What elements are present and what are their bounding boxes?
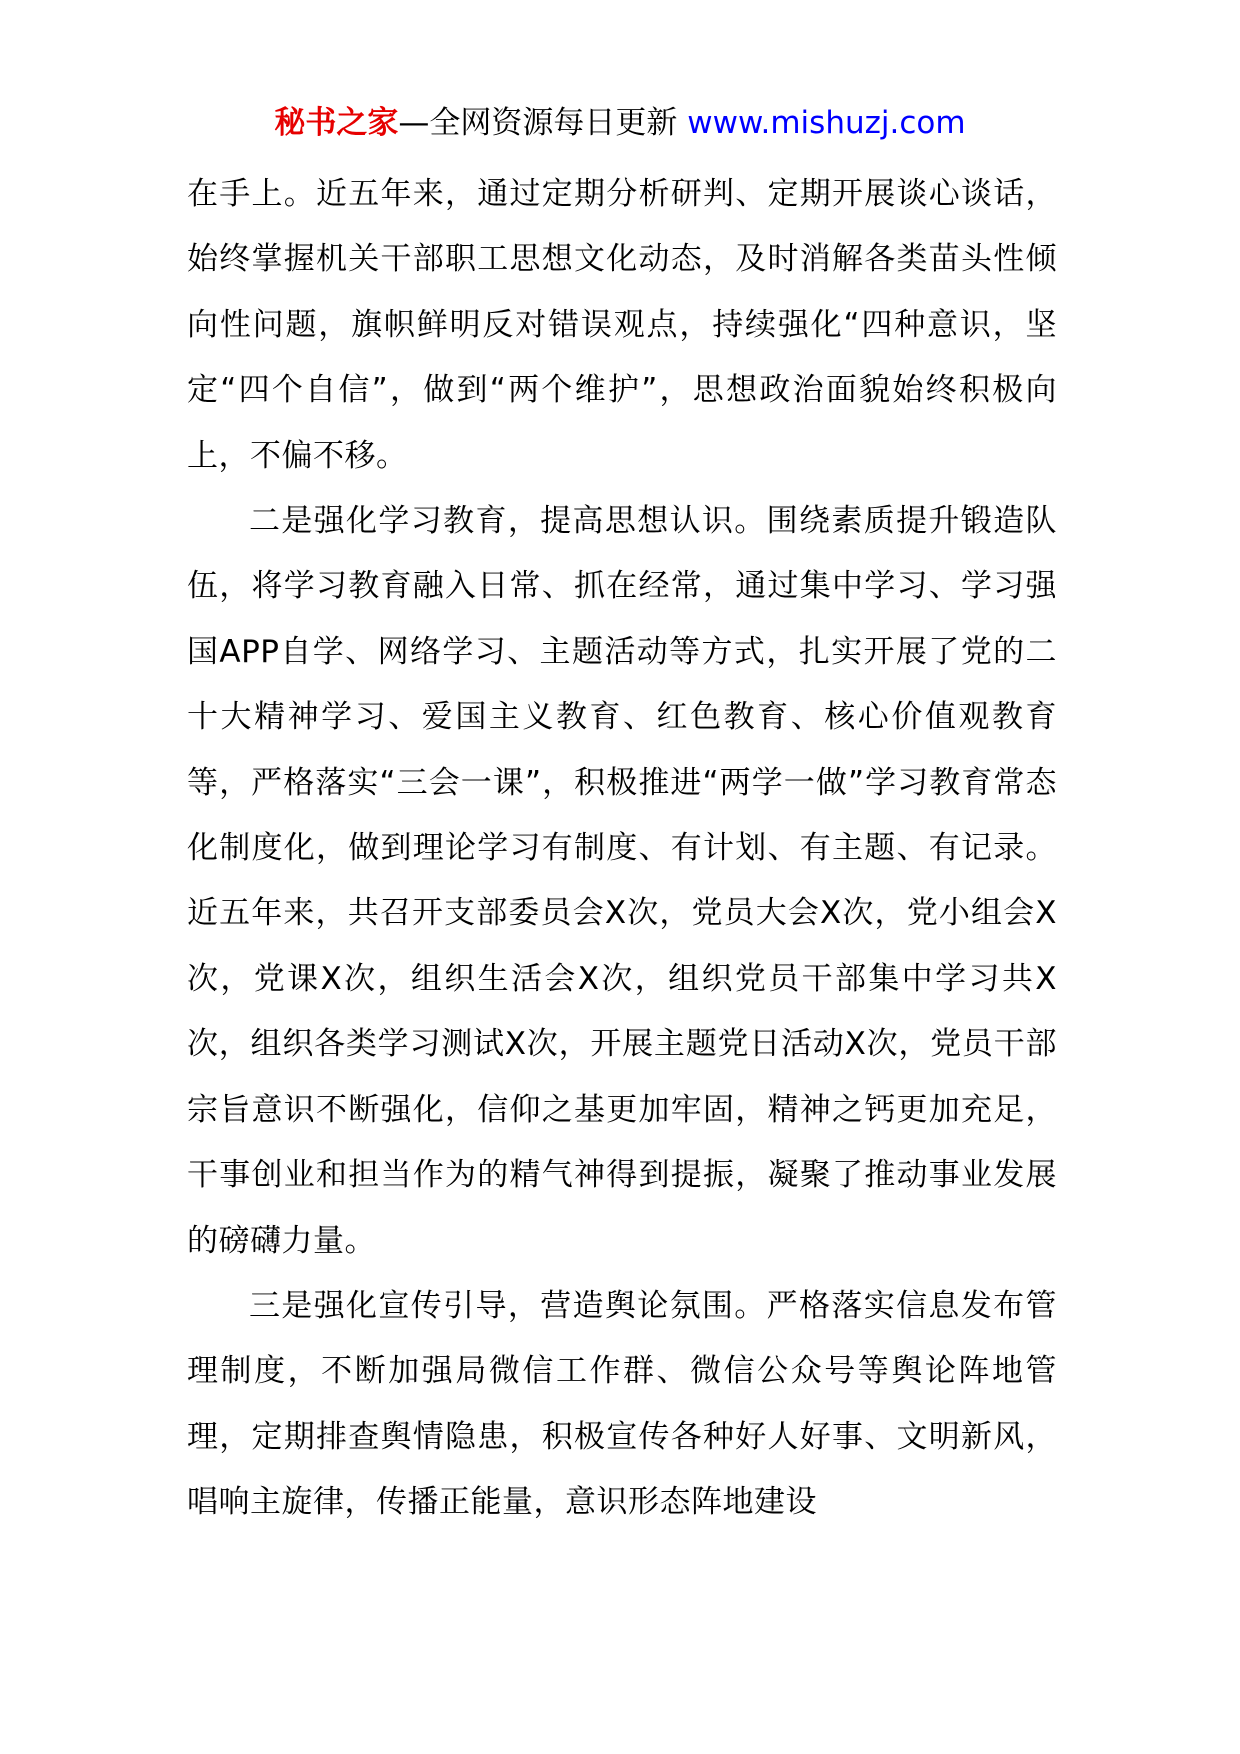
header-tagline: —全网资源每日更新 (398, 105, 678, 141)
brand-name: 秘书之家 (274, 105, 399, 141)
paragraph-continued: 在手上。近五年来，通过定期分析研判、定期开展谈心谈话，始终掌握机关干部职工思想文化动态，及时消解各类苗头性倾向性问题，旗帜鲜明反对错误观点，持续强化“四种意识，坚定“四个自信”，做到“两个维护”，思想政治面貌始终积极向上，不偏不移。 (187, 176, 1057, 474)
paragraph-publicity-guidance: 三是强化宣传引导，营造舆论氛围。严格落实信息发布管理制度，不断加强局微信工作群、微信公众号等舆论阵地管理，定期排查舆情隐患，积极宣传各种好人好事、文明新风，唱响主旋律，传播正能量，意识形态阵地建设 (187, 1287, 1057, 1521)
document-body (187, 162, 1057, 1536)
site-url-link[interactable]: www.mishuzj.com (687, 105, 966, 141)
paragraph-study-education: 二是强化学习教育，提高思想认识。围绕素质提升锻造队伍，将学习教育融入日常、抓在经常，通过集中学习、学习强国APP自学、网络学习、主题活动等方式，扎实开展了党的二十大精神学习、爱国主义教育、红色教育、核心价值观教育等，严格落实“三会一课”，积极推进“两学一做”学习教育常态化制度化，做到理论学习有制度、有计划、有主题、有记录。近五年来，共召开支部委员会X次，党员大会X次，党小组会X次，党课X次，组织生活会X次，组织党员干部集中学习共X次，组织各类学习测试X次，开展主题党日活动X次，党员干部宗旨意识不断强化，信仰之基更加牢固，精神之钙更加充足，干事创业和担当作为的精气神得到提振，凝聚了推动事业发展的磅礴力量。 (187, 503, 1057, 1259)
page-header (0, 103, 1240, 143)
